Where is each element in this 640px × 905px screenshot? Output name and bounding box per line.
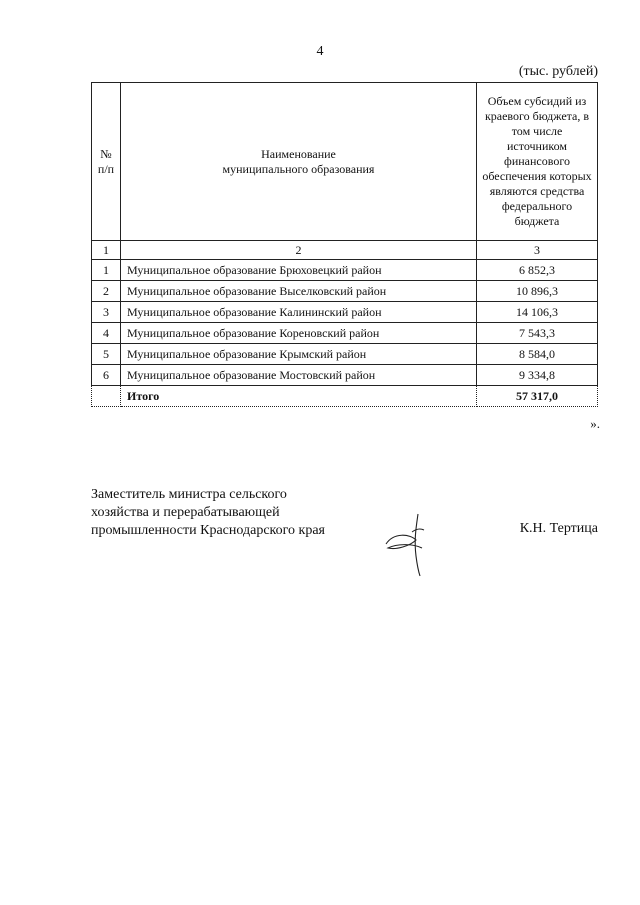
header-value-line: источником xyxy=(507,139,567,153)
row-number: 4 xyxy=(92,323,121,344)
column-number-row xyxy=(92,241,598,260)
header-value xyxy=(477,83,598,241)
signer-position-line: хозяйства и перерабатывающей xyxy=(91,505,280,520)
total-row xyxy=(92,386,598,407)
row-amount: 7 543,3 xyxy=(477,323,598,344)
row-municipality: Муниципальное образование Калининский район xyxy=(121,302,477,323)
signer-position-line: промышленности Краснодарского края xyxy=(91,523,325,538)
header-name-line: Наименование xyxy=(261,146,336,161)
table-header-row xyxy=(92,83,598,241)
page-number: 4 xyxy=(316,44,324,59)
column-number: 2 xyxy=(121,241,477,260)
total-amount: 57 317,0 xyxy=(477,386,598,407)
header-value-line: федерального xyxy=(501,199,573,213)
signer-position-line: Заместитель министра сельского xyxy=(91,487,287,502)
signer-position xyxy=(91,486,325,540)
row-municipality: Муниципальное образование Выселковский район xyxy=(121,281,477,302)
header-name-line: муниципального образования xyxy=(222,161,375,176)
table-row xyxy=(92,281,598,302)
subsidy-table xyxy=(91,82,598,407)
header-value-line: финансового xyxy=(504,154,570,168)
row-number: 6 xyxy=(92,365,121,386)
table-row xyxy=(92,323,598,344)
total-label: Итого xyxy=(121,386,477,407)
header-name xyxy=(121,83,477,241)
column-number: 1 xyxy=(92,241,121,260)
row-amount: 9 334,8 xyxy=(477,365,598,386)
header-value-line: бюджета xyxy=(514,214,560,228)
handwritten-signature xyxy=(380,510,440,578)
row-amount: 14 106,3 xyxy=(477,302,598,323)
signer-name: К.Н. Тертица xyxy=(519,521,598,536)
row-amount: 6 852,3 xyxy=(477,260,598,281)
closing-quote-mark: ». xyxy=(590,416,600,431)
row-number: 5 xyxy=(92,344,121,365)
row-municipality: Муниципальное образование Брюховецкий район xyxy=(121,260,477,281)
row-amount: 10 896,3 xyxy=(477,281,598,302)
units-label: (тыс. рублей) xyxy=(518,64,598,79)
header-num-line: № xyxy=(100,146,112,161)
header-value-line: обеспечения которых xyxy=(482,169,592,183)
header-num-line: п/п xyxy=(97,161,115,176)
total-empty-cell xyxy=(92,386,121,407)
table-row xyxy=(92,344,598,365)
row-municipality: Муниципальное образование Кореновский район xyxy=(121,323,477,344)
row-number: 2 xyxy=(92,281,121,302)
row-number: 3 xyxy=(92,302,121,323)
header-num xyxy=(92,83,121,241)
header-value-line: являются средства xyxy=(489,184,585,198)
header-value-line: том числе xyxy=(511,124,563,138)
header-value-line: Объем субсидий из xyxy=(487,94,587,108)
row-number: 1 xyxy=(92,260,121,281)
row-municipality: Муниципальное образование Крымский район xyxy=(121,344,477,365)
table-row xyxy=(92,302,598,323)
column-number: 3 xyxy=(477,241,598,260)
header-value-line: краевого бюджета, в xyxy=(484,109,590,123)
table-row xyxy=(92,260,598,281)
table-row xyxy=(92,365,598,386)
row-municipality: Муниципальное образование Мостовский район xyxy=(121,365,477,386)
row-amount: 8 584,0 xyxy=(477,344,598,365)
